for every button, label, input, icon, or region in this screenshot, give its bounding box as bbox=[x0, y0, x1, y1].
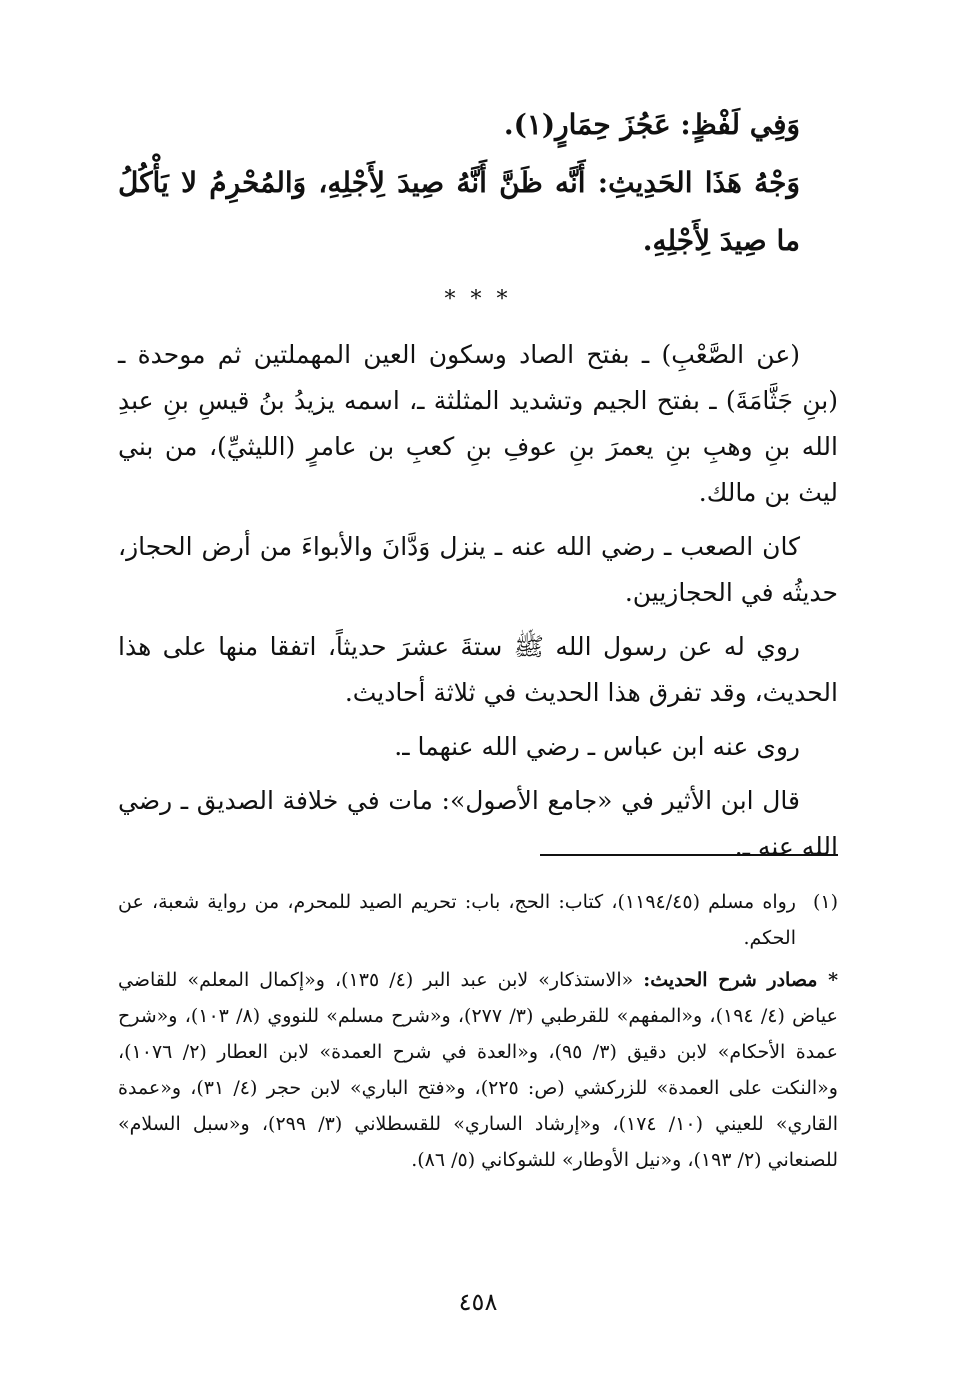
hadith-variant-line: وَفِي لَفْظٍ: عَجُزَ حِمَارٍ(١). bbox=[503, 108, 800, 141]
footnote-text: رواه مسلم (١١٩٤/٤٥)، كتاب: الحج، باب: تحريم الصيد للمحرم، من رواية شعبة، عن الحكم. bbox=[118, 891, 796, 949]
section-separator: * * * bbox=[444, 287, 512, 312]
narrator-death: قال ابن الأثير في «جامع الأصول»: مات في خلافة الصديق ـ رضي الله عنه ـ. bbox=[118, 786, 838, 861]
footnote-divider bbox=[540, 854, 838, 856]
sources-label: * مصادر شرح الحديث: bbox=[643, 969, 838, 991]
hadith-explanation: وَجْهُ هَذَا الحَدِيثِ: أَنَّه ظَنَّ أَنَّهُ صِيدَ لِأَجْلِهِ، وَالمُحْرِمُ لا يَأْكُلُ ما صِيدَ لِأَجْلِهِ. bbox=[118, 166, 800, 257]
footnote-number: (١) bbox=[812, 891, 838, 913]
narrator-transmitter: روى عنه ابن عباس ـ رضي الله عنهما ـ. bbox=[394, 732, 800, 761]
page-number: ٤٥٨ bbox=[458, 1288, 498, 1316]
narrator-biography: (عن الصَّعْبِ) ـ بفتح الصاد وسكون العين المهملتين ثم موحدة ـ (بنِ جَثَّامَةَ) ـ بفتح الجيم وتشديد المثلثة ـ، اسمه يزيدُ بنُ قيسِ بنِ عبدِ الله بنِ وهبِ بنِ يعمرَ بنِ عوفِ بنِ كعبِ بن عامرٍ (الليثيِّ)، من بني ليث بن مالك. bbox=[118, 340, 838, 507]
main-text bbox=[118, 96, 838, 878]
narrator-hadith-count: روي له عن رسول الله ﷺ ستةَ عشرَ حديثاً، اتفقا منها على هذا الحديث، وقد تفرق هذا الحديث في ثلاثة أحاديث. bbox=[118, 632, 838, 707]
narrator-residence: كان الصعب ـ رضي الله عنه ـ ينزل وَدَّانَ والأبواءَ من أرض الحجاز، حديثُه في الحجازيين. bbox=[118, 532, 838, 607]
footnotes bbox=[118, 884, 838, 1178]
footnote-1 bbox=[118, 884, 838, 956]
hadith-sources bbox=[118, 962, 838, 1178]
sources-list: «الاستذكار» لابن عبد البر (٤/ ١٣٥)، و«إكمال المعلم» للقاضي عياض (٤/ ١٩٤)، و«المفهم» للقرطبي (٣/ ٢٧٧)، و«شرح مسلم» للنووي (٨/ ١٠٣)، و«شرح عمدة الأحكام» لابن دقيق (٣/ ٩٥)، و«العدة في شرح العمدة» لابن العطار (٢/ ١٠٧٦)، و«النكت على العمدة» للزركشي (ص: ٢٢٥)، و«فتح الباري» لابن حجر (٤/ ٣١)، و«عمدة القاري» للعيني (١٠/ ١٧٤)، و«إرشاد الساري» للقسطلاني (٣/ ٢٩٩)، و«سبل السلام» للصنعاني (٢/ ١٩٣)، و«نيل الأوطار» للشوكاني (٥/ ٨٦). bbox=[118, 969, 838, 1171]
